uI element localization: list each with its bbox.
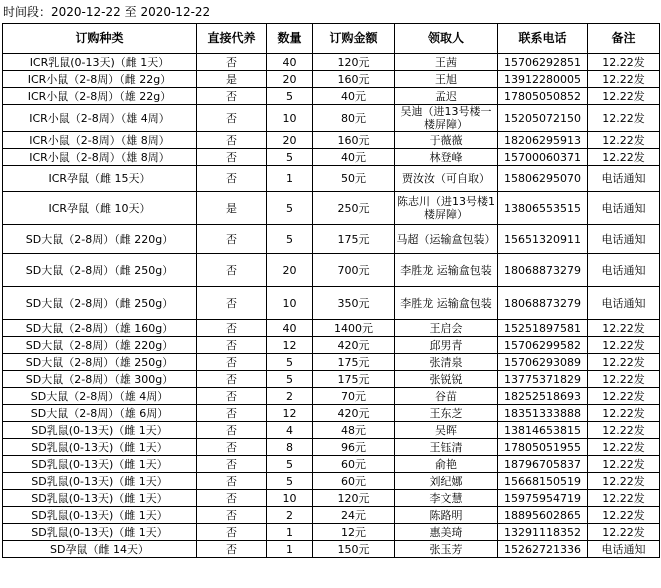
table-row (3, 541, 660, 558)
cell-recipient[interactable]: 王钰清 (395, 439, 498, 456)
cell-remark[interactable]: 12.22发 (588, 105, 660, 132)
cell-recipient[interactable]: 谷苗 (395, 388, 498, 405)
cell-phone[interactable]: 13291118352 (498, 524, 588, 541)
period-end: 2020-12-22 (140, 5, 211, 19)
cell-direct-rearing[interactable]: 否 (197, 166, 267, 192)
cell-type[interactable]: SD乳鼠(0-13天)（雌 1天） (3, 473, 197, 490)
cell-quantity[interactable]: 2 (267, 507, 313, 524)
order-table (2, 23, 660, 558)
cell-direct-rearing[interactable]: 是 (197, 71, 267, 88)
cell-type[interactable]: SD孕鼠（雌 14天） (3, 541, 197, 558)
cell-direct-rearing[interactable]: 否 (197, 132, 267, 149)
table-row (3, 287, 660, 320)
col-header-direct-rearing[interactable]: 直接代养 (197, 24, 267, 54)
cell-recipient[interactable]: 王东芝 (395, 405, 498, 422)
table-row (3, 225, 660, 254)
cell-phone[interactable]: 18252518693 (498, 388, 588, 405)
table-row (3, 192, 660, 225)
col-header-phone[interactable]: 联系电话 (498, 24, 588, 54)
cell-amount[interactable]: 350元 (313, 287, 395, 320)
cell-direct-rearing[interactable]: 否 (197, 388, 267, 405)
cell-quantity[interactable]: 12 (267, 405, 313, 422)
cell-recipient[interactable]: 俞艳 (395, 456, 498, 473)
cell-amount[interactable]: 250元 (313, 192, 395, 225)
cell-phone[interactable]: 15668150519 (498, 473, 588, 490)
cell-remark[interactable]: 12.22发 (588, 422, 660, 439)
cell-amount[interactable]: 175元 (313, 354, 395, 371)
cell-type[interactable]: SD乳鼠(0-13天)（雌 1天） (3, 490, 197, 507)
cell-remark[interactable]: 12.22发 (588, 354, 660, 371)
cell-type[interactable]: ICR小鼠（2-8周）（雌 22g） (3, 71, 197, 88)
cell-direct-rearing[interactable]: 否 (197, 337, 267, 354)
table-row (3, 388, 660, 405)
cell-recipient[interactable]: 李胜龙 运输盒包装 (395, 287, 498, 320)
cell-recipient[interactable]: 王启会 (395, 320, 498, 337)
cell-remark[interactable]: 12.22发 (588, 71, 660, 88)
table-row (3, 507, 660, 524)
table-row (3, 371, 660, 388)
cell-direct-rearing[interactable]: 否 (197, 524, 267, 541)
cell-amount[interactable]: 50元 (313, 166, 395, 192)
cell-phone[interactable]: 15706293089 (498, 354, 588, 371)
cell-amount[interactable]: 120元 (313, 54, 395, 71)
cell-direct-rearing[interactable]: 否 (197, 320, 267, 337)
cell-phone[interactable]: 18895602865 (498, 507, 588, 524)
cell-type[interactable]: ICR孕鼠（雌 15天） (3, 166, 197, 192)
cell-remark[interactable]: 电话通知 (588, 541, 660, 558)
cell-amount[interactable]: 420元 (313, 405, 395, 422)
cell-phone[interactable]: 13912280005 (498, 71, 588, 88)
cell-direct-rearing[interactable]: 否 (197, 105, 267, 132)
cell-recipient[interactable]: 惠美琦 (395, 524, 498, 541)
cell-amount[interactable]: 175元 (313, 225, 395, 254)
cell-type[interactable]: SD大鼠（2-8周）（雄 300g） (3, 371, 197, 388)
cell-remark[interactable]: 电话通知 (588, 192, 660, 225)
cell-amount[interactable]: 40元 (313, 88, 395, 105)
cell-remark[interactable]: 12.22发 (588, 439, 660, 456)
cell-remark[interactable]: 12.22发 (588, 337, 660, 354)
cell-phone[interactable]: 15262721336 (498, 541, 588, 558)
cell-phone[interactable]: 15251897581 (498, 320, 588, 337)
cell-type[interactable]: ICR乳鼠(0-13天)（雌 1天） (3, 54, 197, 71)
cell-amount[interactable]: 150元 (313, 541, 395, 558)
cell-phone[interactable]: 15651320911 (498, 225, 588, 254)
cell-amount[interactable]: 175元 (313, 371, 395, 388)
cell-type[interactable]: ICR小鼠（2-8周）（雄 8周） (3, 132, 197, 149)
cell-amount[interactable]: 60元 (313, 473, 395, 490)
cell-quantity[interactable]: 20 (267, 71, 313, 88)
cell-direct-rearing[interactable]: 否 (197, 149, 267, 166)
cell-recipient[interactable]: 王茜 (395, 54, 498, 71)
cell-recipient[interactable]: 王旭 (395, 71, 498, 88)
table-row (3, 405, 660, 422)
cell-quantity[interactable]: 20 (267, 254, 313, 287)
cell-remark[interactable]: 12.22发 (588, 456, 660, 473)
cell-amount[interactable]: 1400元 (313, 320, 395, 337)
table-header-row (3, 24, 660, 54)
cell-quantity[interactable]: 40 (267, 54, 313, 71)
cell-direct-rearing[interactable]: 否 (197, 354, 267, 371)
table-row (3, 166, 660, 192)
cell-type[interactable]: ICR小鼠（2-8周）（雄 8周） (3, 149, 197, 166)
cell-quantity[interactable]: 5 (267, 456, 313, 473)
cell-quantity[interactable]: 5 (267, 192, 313, 225)
cell-type[interactable]: SD大鼠（2-8周）（雄 4周） (3, 388, 197, 405)
cell-amount[interactable]: 160元 (313, 71, 395, 88)
date-range-header (3, 2, 210, 22)
cell-amount[interactable]: 120元 (313, 490, 395, 507)
cell-recipient[interactable]: 吴迪（进13号楼一楼屏障） (395, 105, 498, 132)
cell-quantity[interactable]: 4 (267, 422, 313, 439)
cell-remark[interactable]: 电话通知 (588, 287, 660, 320)
cell-direct-rearing[interactable]: 否 (197, 54, 267, 71)
cell-recipient[interactable]: 张清泉 (395, 354, 498, 371)
cell-remark[interactable]: 12.22发 (588, 88, 660, 105)
cell-amount[interactable]: 70元 (313, 388, 395, 405)
table-row (3, 439, 660, 456)
cell-direct-rearing[interactable]: 否 (197, 405, 267, 422)
cell-amount[interactable]: 700元 (313, 254, 395, 287)
cell-type[interactable]: SD乳鼠(0-13天)（雌 1天） (3, 439, 197, 456)
cell-phone[interactable]: 15975954719 (498, 490, 588, 507)
cell-quantity[interactable]: 1 (267, 524, 313, 541)
cell-type[interactable]: SD大鼠（2-8周）（雌 250g） (3, 254, 197, 287)
cell-phone[interactable]: 18206295913 (498, 132, 588, 149)
cell-type[interactable]: SD乳鼠(0-13天)（雌 1天） (3, 422, 197, 439)
cell-direct-rearing[interactable]: 否 (197, 439, 267, 456)
cell-recipient[interactable]: 邱男青 (395, 337, 498, 354)
cell-remark[interactable]: 12.22发 (588, 149, 660, 166)
cell-direct-rearing[interactable]: 否 (197, 541, 267, 558)
col-header-remark[interactable]: 备注 (588, 24, 660, 54)
cell-phone[interactable]: 15700060371 (498, 149, 588, 166)
cell-remark[interactable]: 电话通知 (588, 254, 660, 287)
cell-phone[interactable]: 15706299582 (498, 337, 588, 354)
cell-direct-rearing[interactable]: 否 (197, 422, 267, 439)
cell-phone[interactable]: 18068873279 (498, 254, 588, 287)
cell-amount[interactable]: 60元 (313, 456, 395, 473)
cell-remark[interactable]: 12.22发 (588, 320, 660, 337)
cell-quantity[interactable]: 8 (267, 439, 313, 456)
cell-quantity[interactable]: 5 (267, 225, 313, 254)
cell-type[interactable]: SD大鼠（2-8周）（雌 250g） (3, 287, 197, 320)
table-row (3, 524, 660, 541)
cell-recipient[interactable]: 李胜龙 运输盒包装 (395, 254, 498, 287)
cell-type[interactable]: SD大鼠（2-8周）（雌 220g） (3, 225, 197, 254)
table-row (3, 254, 660, 287)
cell-direct-rearing[interactable]: 否 (197, 225, 267, 254)
cell-recipient[interactable]: 李文慧 (395, 490, 498, 507)
cell-type[interactable]: SD大鼠（2-8周）（雄 160g） (3, 320, 197, 337)
cell-type[interactable]: ICR小鼠（2-8周）（雄 22g） (3, 88, 197, 105)
cell-phone[interactable]: 13775371829 (498, 371, 588, 388)
cell-quantity[interactable]: 5 (267, 371, 313, 388)
table-row (3, 456, 660, 473)
col-header-amount[interactable]: 订购金额 (313, 24, 395, 54)
cell-phone[interactable]: 17805051955 (498, 439, 588, 456)
cell-type[interactable]: SD乳鼠(0-13天)（雌 1天） (3, 507, 197, 524)
cell-phone[interactable]: 15205072150 (498, 105, 588, 132)
cell-recipient[interactable]: 陈路明 (395, 507, 498, 524)
cell-quantity[interactable]: 2 (267, 388, 313, 405)
cell-phone[interactable]: 18068873279 (498, 287, 588, 320)
table-row (3, 149, 660, 166)
cell-amount[interactable]: 420元 (313, 337, 395, 354)
cell-remark[interactable]: 12.22发 (588, 507, 660, 524)
cell-type[interactable]: ICR孕鼠（雌 10天） (3, 192, 197, 225)
table-row (3, 490, 660, 507)
cell-direct-rearing[interactable]: 否 (197, 254, 267, 287)
cell-recipient[interactable]: 吴晖 (395, 422, 498, 439)
table-row (3, 54, 660, 71)
cell-phone[interactable]: 18351333888 (498, 405, 588, 422)
cell-type[interactable]: SD大鼠（2-8周）（雄 6周） (3, 405, 197, 422)
cell-direct-rearing[interactable]: 否 (197, 490, 267, 507)
cell-quantity[interactable]: 20 (267, 132, 313, 149)
cell-type[interactable]: ICR小鼠（2-8周）（雄 4周） (3, 105, 197, 132)
cell-quantity[interactable]: 5 (267, 354, 313, 371)
table-row (3, 337, 660, 354)
cell-direct-rearing[interactable]: 否 (197, 456, 267, 473)
cell-remark[interactable]: 电话通知 (588, 166, 660, 192)
cell-direct-rearing[interactable]: 否 (197, 473, 267, 490)
cell-remark[interactable]: 12.22发 (588, 132, 660, 149)
cell-direct-rearing[interactable]: 否 (197, 507, 267, 524)
cell-remark[interactable]: 12.22发 (588, 388, 660, 405)
period-start: 2020-12-22 (51, 5, 121, 19)
cell-recipient[interactable]: 陈志川（进13号楼1楼屏障） (395, 192, 498, 225)
cell-recipient[interactable]: 刘纪娜 (395, 473, 498, 490)
period-label: 时间段： (3, 5, 52, 19)
cell-type[interactable]: SD乳鼠(0-13天)（雌 1天） (3, 524, 197, 541)
cell-amount[interactable]: 160元 (313, 132, 395, 149)
cell-recipient[interactable]: 林登峰 (395, 149, 498, 166)
col-header-recipient[interactable]: 领取人 (395, 24, 498, 54)
cell-recipient[interactable]: 于薇薇 (395, 132, 498, 149)
col-header-type[interactable]: 订购种类 (3, 24, 197, 54)
cell-phone[interactable]: 15706292851 (498, 54, 588, 71)
table-row (3, 88, 660, 105)
cell-phone[interactable]: 17805050852 (498, 88, 588, 105)
table-row (3, 320, 660, 337)
cell-amount[interactable]: 24元 (313, 507, 395, 524)
cell-quantity[interactable]: 10 (267, 105, 313, 132)
table-row (3, 105, 660, 132)
cell-remark[interactable]: 12.22发 (588, 405, 660, 422)
cell-direct-rearing[interactable]: 否 (197, 287, 267, 320)
cell-phone[interactable]: 18796705837 (498, 456, 588, 473)
cell-type[interactable]: SD大鼠（2-8周）（雄 220g） (3, 337, 197, 354)
cell-quantity[interactable]: 5 (267, 149, 313, 166)
table-row (3, 422, 660, 439)
cell-remark[interactable]: 12.22发 (588, 524, 660, 541)
cell-type[interactable]: SD乳鼠(0-13天)（雌 1天） (3, 456, 197, 473)
cell-quantity[interactable]: 1 (267, 541, 313, 558)
cell-recipient[interactable]: 张玉芳 (395, 541, 498, 558)
cell-phone[interactable]: 13814653815 (498, 422, 588, 439)
cell-quantity[interactable]: 10 (267, 287, 313, 320)
cell-recipient[interactable]: 马超（运输盒包装） (395, 225, 498, 254)
cell-remark[interactable]: 12.22发 (588, 54, 660, 71)
cell-quantity[interactable]: 12 (267, 337, 313, 354)
cell-quantity[interactable]: 5 (267, 88, 313, 105)
table-row (3, 354, 660, 371)
cell-amount[interactable]: 12元 (313, 524, 395, 541)
cell-recipient[interactable]: 孟迟 (395, 88, 498, 105)
cell-direct-rearing[interactable]: 否 (197, 371, 267, 388)
cell-remark[interactable]: 12.22发 (588, 371, 660, 388)
cell-direct-rearing[interactable]: 否 (197, 88, 267, 105)
cell-amount[interactable]: 80元 (313, 105, 395, 132)
cell-remark[interactable]: 电话通知 (588, 225, 660, 254)
cell-direct-rearing[interactable]: 是 (197, 192, 267, 225)
cell-amount[interactable]: 40元 (313, 149, 395, 166)
table-row (3, 132, 660, 149)
cell-quantity[interactable]: 40 (267, 320, 313, 337)
cell-remark[interactable]: 12.22发 (588, 473, 660, 490)
table-row (3, 473, 660, 490)
cell-phone[interactable]: 15806295070 (498, 166, 588, 192)
cell-amount[interactable]: 96元 (313, 439, 395, 456)
cell-remark[interactable]: 12.22发 (588, 490, 660, 507)
table-row (3, 71, 660, 88)
col-header-quantity[interactable]: 数量 (267, 24, 313, 54)
cell-quantity[interactable]: 5 (267, 473, 313, 490)
period-separator: 至 (124, 5, 137, 19)
cell-type[interactable]: SD大鼠（2-8周）（雄 250g） (3, 354, 197, 371)
cell-recipient[interactable]: 张锐锐 (395, 371, 498, 388)
cell-quantity[interactable]: 10 (267, 490, 313, 507)
cell-quantity[interactable]: 1 (267, 166, 313, 192)
cell-phone[interactable]: 13806553515 (498, 192, 588, 225)
cell-amount[interactable]: 48元 (313, 422, 395, 439)
cell-recipient[interactable]: 贾汝汝（可自取） (395, 166, 498, 192)
